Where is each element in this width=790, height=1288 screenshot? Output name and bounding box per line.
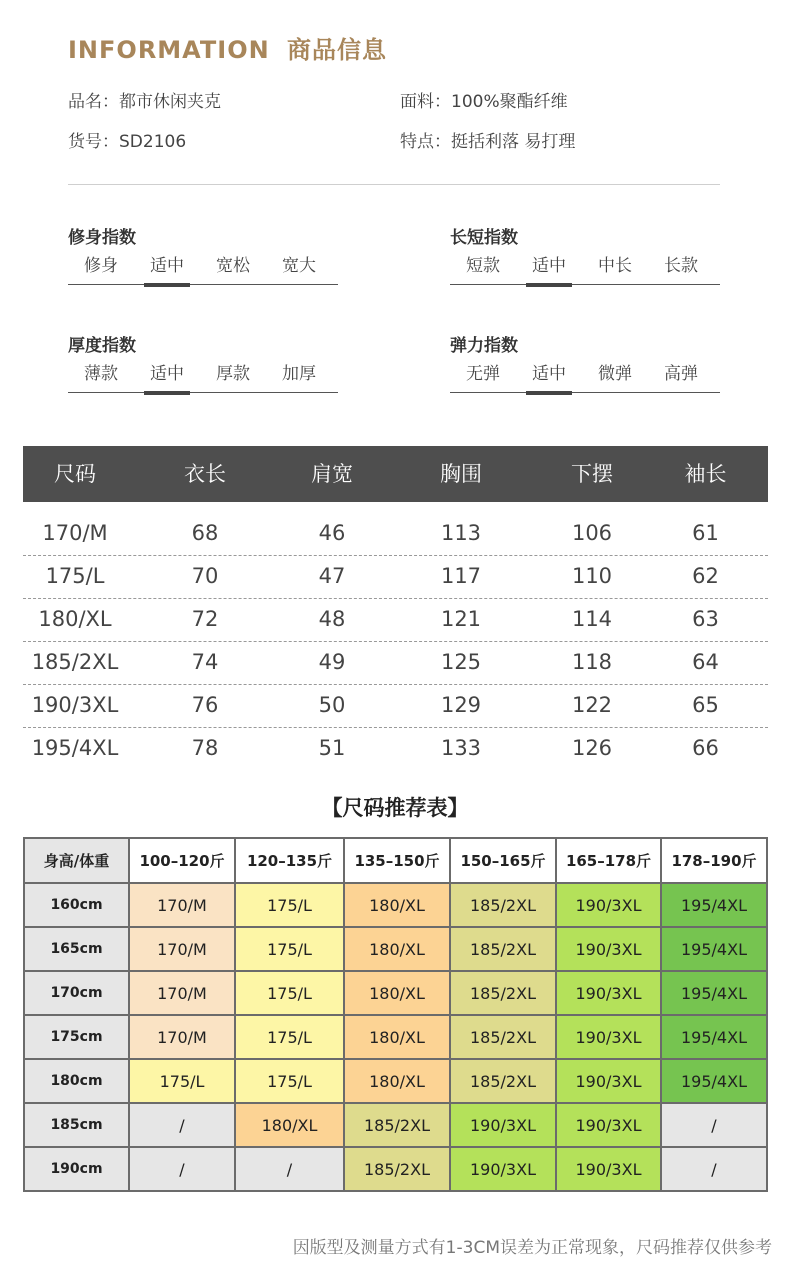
- index-options: [68, 362, 338, 393]
- size-cell: 126: [571, 736, 613, 760]
- weight-header: 100–120斤: [129, 838, 235, 883]
- index-option: 短款: [466, 256, 500, 276]
- index-option: 加厚: [282, 364, 316, 384]
- height-header: 175cm: [24, 1015, 129, 1059]
- index-title: 修身指数: [68, 228, 136, 248]
- recommend-cell: 195/4XL: [661, 971, 767, 1015]
- size-cell: 62: [692, 564, 719, 588]
- recommend-cell: 180/XL: [344, 927, 450, 971]
- recommend-cell: /: [129, 1103, 235, 1147]
- product-name: 品名：都市休闲夹克: [68, 92, 221, 112]
- weight-header: 165–178斤: [556, 838, 661, 883]
- index-block-length: [450, 223, 720, 285]
- size-cell: 68: [191, 521, 219, 545]
- recommend-cell: /: [661, 1147, 767, 1191]
- size-cell: 125: [440, 650, 482, 674]
- size-table-row: [23, 598, 768, 642]
- size-header-cell: 下摆: [571, 462, 613, 486]
- size-cell: 190/3XL: [31, 693, 119, 717]
- recommend-cell: 185/2XL: [450, 927, 556, 971]
- index-option: 高弹: [664, 364, 698, 384]
- recommend-cell: 180/XL: [344, 1015, 450, 1059]
- index-option: 厚款: [216, 364, 250, 384]
- size-cell: 185/2XL: [31, 650, 119, 674]
- size-header-cell: 尺码: [54, 462, 96, 486]
- recommend-cell: 195/4XL: [661, 1015, 767, 1059]
- recommend-cell: 180/XL: [344, 883, 450, 927]
- size-cell: 133: [440, 736, 482, 760]
- product-fabric: 面料：100%聚酯纤维: [400, 92, 568, 112]
- index-option: 长款: [664, 256, 698, 276]
- recommend-cell: 175/L: [235, 1059, 344, 1103]
- recommend-cell: 175/L: [235, 927, 344, 971]
- size-header-cell: 袖长: [684, 462, 727, 486]
- size-cell: 121: [440, 607, 482, 631]
- size-cell: 195/4XL: [31, 736, 119, 760]
- height-header: 165cm: [24, 927, 129, 971]
- size-table-header: [23, 446, 768, 502]
- recommend-cell: 170/M: [129, 971, 235, 1015]
- recommend-cell: 190/3XL: [450, 1147, 556, 1191]
- size-cell: 61: [692, 521, 719, 545]
- recommend-cell: 175/L: [235, 1015, 344, 1059]
- weight-header: 135–150斤: [344, 838, 450, 883]
- weight-header: 150–165斤: [450, 838, 556, 883]
- index-block-elasticity: [450, 331, 720, 393]
- size-cell: 114: [571, 607, 613, 631]
- recommend-cell: 185/2XL: [450, 1059, 556, 1103]
- recommend-cell: 190/3XL: [556, 1059, 661, 1103]
- index-block-fit: [68, 223, 338, 285]
- index-option: 修身: [84, 256, 118, 276]
- recommend-cell: 190/3XL: [556, 1015, 661, 1059]
- index-option: 无弹: [466, 364, 500, 384]
- index-block-thickness: [68, 331, 338, 393]
- recommend-cell: 175/L: [129, 1059, 235, 1103]
- recommend-cell: 180/XL: [235, 1103, 344, 1147]
- size-cell: 70: [191, 564, 219, 588]
- index-title: 弹力指数: [450, 336, 518, 356]
- size-table-row: [23, 512, 768, 556]
- size-cell: 170/M: [42, 521, 108, 545]
- size-cell: 47: [318, 564, 346, 588]
- size-header-cell: 肩宽: [311, 462, 353, 486]
- weight-header: 178–190斤: [661, 838, 767, 883]
- size-cell: 49: [318, 650, 346, 674]
- recommend-cell: 195/4XL: [661, 883, 767, 927]
- product-code: 货号：SD2106: [68, 132, 187, 152]
- size-cell: 129: [440, 693, 482, 717]
- size-cell: 113: [440, 521, 482, 545]
- index-option-selected: 适中: [134, 254, 200, 284]
- size-header-cell: 胸围: [440, 462, 482, 486]
- recommend-row: [24, 927, 767, 971]
- recommend-row: [24, 1015, 767, 1059]
- recommend-table: [23, 837, 768, 1192]
- index-option: 宽松: [216, 256, 250, 276]
- recommend-cell: 180/XL: [344, 1059, 450, 1103]
- index-option: 中长: [598, 256, 632, 276]
- recommend-cell: 185/2XL: [450, 883, 556, 927]
- size-table-row: [23, 641, 768, 685]
- size-cell: 65: [692, 693, 719, 717]
- recommend-cell: 190/3XL: [556, 927, 661, 971]
- recommend-row: [24, 971, 767, 1015]
- recommend-cell: 190/3XL: [556, 1103, 661, 1147]
- index-option-selected: 适中: [516, 362, 582, 392]
- size-cell: 122: [571, 693, 613, 717]
- recommend-cell: /: [661, 1103, 767, 1147]
- size-cell: 74: [191, 650, 219, 674]
- size-cell: 110: [571, 564, 613, 588]
- size-cell: 66: [692, 736, 719, 760]
- recommend-row: [24, 1059, 767, 1103]
- recommend-cell: 185/2XL: [450, 971, 556, 1015]
- size-cell: 118: [571, 650, 613, 674]
- recommend-row: [24, 1103, 767, 1147]
- title-en: INFORMATION: [68, 36, 270, 64]
- height-header: 185cm: [24, 1103, 129, 1147]
- section-title: [68, 30, 387, 65]
- recommend-cell: 190/3XL: [556, 1147, 661, 1191]
- recommend-cell: 190/3XL: [556, 971, 661, 1015]
- index-option-selected: 适中: [516, 254, 582, 284]
- recommend-cell: 185/2XL: [450, 1015, 556, 1059]
- size-cell: 72: [191, 607, 219, 631]
- index-option-selected: 适中: [134, 362, 200, 392]
- recommend-title: 【尺码推荐表】: [321, 796, 469, 820]
- divider: [68, 184, 720, 185]
- height-header: 160cm: [24, 883, 129, 927]
- height-header: 170cm: [24, 971, 129, 1015]
- recommend-cell: 185/2XL: [344, 1147, 450, 1191]
- size-cell: 117: [440, 564, 482, 588]
- index-title: 厚度指数: [68, 336, 136, 356]
- recommend-cell: 170/M: [129, 883, 235, 927]
- size-cell: 76: [191, 693, 219, 717]
- product-feature: 特点：挺括利落 易打理: [400, 132, 576, 152]
- size-cell: 46: [318, 521, 346, 545]
- recommend-cell: 195/4XL: [661, 927, 767, 971]
- size-table-row: [23, 684, 768, 728]
- recommend-cell: /: [129, 1147, 235, 1191]
- size-header-cell: 衣长: [184, 462, 226, 486]
- recommend-cell: 185/2XL: [344, 1103, 450, 1147]
- size-cell: 106: [571, 521, 613, 545]
- index-option: 微弹: [598, 364, 632, 384]
- size-cell: 78: [191, 736, 219, 760]
- height-header: 190cm: [24, 1147, 129, 1191]
- index-options: [68, 254, 338, 285]
- size-cell: 50: [318, 693, 346, 717]
- recommend-cell: 175/L: [235, 971, 344, 1015]
- recommend-cell: 190/3XL: [450, 1103, 556, 1147]
- recommend-corner: 身高/体重: [24, 838, 129, 883]
- title-cn: 商品信息: [287, 36, 388, 64]
- size-cell: 48: [318, 607, 346, 631]
- index-title: 长短指数: [450, 228, 518, 248]
- recommend-cell: 175/L: [235, 883, 344, 927]
- recommend-cell: 180/XL: [344, 971, 450, 1015]
- disclaimer-note: 因版型及测量方式有1-3CM误差为正常现象，尺码推荐仅供参考: [292, 1238, 772, 1258]
- index-option: 薄款: [84, 364, 118, 384]
- recommend-cell: 190/3XL: [556, 883, 661, 927]
- recommend-cell: 195/4XL: [661, 1059, 767, 1103]
- size-cell: 64: [692, 650, 719, 674]
- recommend-cell: 170/M: [129, 1015, 235, 1059]
- size-cell: 180/XL: [38, 607, 112, 631]
- recommend-cell: /: [235, 1147, 344, 1191]
- index-option: 宽大: [282, 256, 316, 276]
- height-header: 180cm: [24, 1059, 129, 1103]
- index-options: [450, 254, 720, 285]
- index-options: [450, 362, 720, 393]
- recommend-row: [24, 1147, 767, 1191]
- weight-header: 120–135斤: [235, 838, 344, 883]
- size-table-row: [23, 727, 768, 770]
- size-cell: 175/L: [45, 564, 105, 588]
- recommend-header-row: [24, 838, 767, 883]
- size-cell: 63: [692, 607, 719, 631]
- recommend-row: [24, 883, 767, 927]
- size-table-row: [23, 555, 768, 599]
- recommend-cell: 170/M: [129, 927, 235, 971]
- size-cell: 51: [318, 736, 346, 760]
